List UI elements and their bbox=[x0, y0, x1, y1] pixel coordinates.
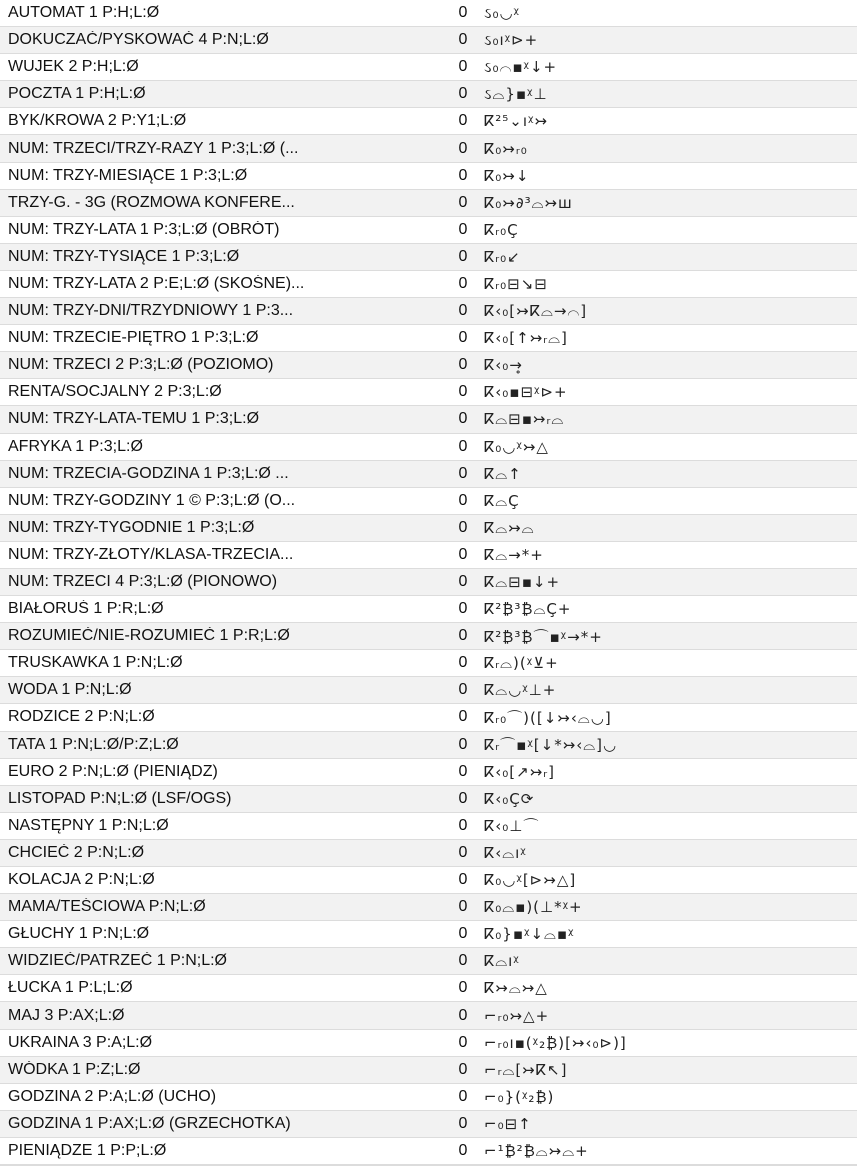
list-item[interactable] bbox=[0, 190, 857, 217]
sign-name: PIENIĄDZE 1 P:P;L:Ø bbox=[8, 1141, 167, 1159]
sign-count: 0 bbox=[458, 1033, 468, 1051]
list-item[interactable] bbox=[0, 813, 857, 840]
sign-name: WIDZIEĆ/PATRZEĆ 1 P:N;L:Ø bbox=[8, 952, 227, 970]
sign-count: 0 bbox=[458, 139, 468, 157]
sign-name: WODA 1 P:N;L:Ø bbox=[8, 681, 132, 699]
sign-name: GODZINA 1 P:AX;L:Ø (GRZECHOTKA) bbox=[8, 1114, 291, 1132]
list-item[interactable] bbox=[0, 921, 857, 948]
list-item[interactable] bbox=[0, 244, 857, 271]
hamnosys-notation: ⴽ‹₀→̥ bbox=[484, 356, 523, 375]
hamnosys-notation: ⴽ⌓◡ᵡ⊥+ bbox=[484, 681, 557, 700]
list-item[interactable] bbox=[0, 379, 857, 406]
list-bottom-edge bbox=[0, 1165, 857, 1170]
hamnosys-notation: ⴽ‹₀▪⊟ᵡ⊳+ bbox=[484, 383, 568, 402]
hamnosys-notation: ⴽ‹⌓ıᵡ bbox=[484, 843, 527, 862]
sign-count: 0 bbox=[458, 383, 468, 401]
sign-count: 0 bbox=[458, 166, 468, 184]
sign-count: 0 bbox=[458, 274, 468, 292]
sign-name: RENTA/SOCJALNY 2 P:3;L:Ø bbox=[8, 383, 222, 401]
sign-count: 0 bbox=[458, 491, 468, 509]
sign-name: NUM: TRZECI 2 P:3;L:Ø (POZIOMO) bbox=[8, 356, 274, 374]
sign-name: AFRYKA 1 P:3;L:Ø bbox=[8, 437, 143, 455]
sign-name: LISTOPAD P:N;L:Ø (LSF/OGS) bbox=[8, 789, 232, 807]
sign-count: 0 bbox=[458, 410, 468, 428]
sign-name: NUM: TRZECI 4 P:3;L:Ø (PIONOWO) bbox=[8, 573, 278, 591]
sign-name: NUM: TRZECIE-PIĘTRO 1 P:3;L:Ø bbox=[8, 329, 259, 347]
sign-count: 0 bbox=[458, 4, 468, 22]
list-item[interactable] bbox=[0, 867, 857, 894]
sign-count: 0 bbox=[458, 843, 468, 861]
hamnosys-notation: ⴽ₀↣ᵣ₀ bbox=[484, 139, 528, 158]
list-item[interactable] bbox=[0, 461, 857, 488]
sign-name: NASTĘPNY 1 P:N;L:Ø bbox=[8, 816, 169, 834]
hamnosys-notation: ⌐₀⊟↑ bbox=[484, 1114, 532, 1133]
sign-count: 0 bbox=[458, 464, 468, 482]
list-item[interactable] bbox=[0, 623, 857, 650]
list-item[interactable] bbox=[0, 27, 857, 54]
sign-name: TRZY-G. - 3G (ROZMOWA KONFERE... bbox=[8, 193, 295, 211]
list-item[interactable] bbox=[0, 325, 857, 352]
list-item[interactable] bbox=[0, 650, 857, 677]
list-item[interactable] bbox=[0, 515, 857, 542]
sign-count: 0 bbox=[458, 193, 468, 211]
list-item[interactable] bbox=[0, 677, 857, 704]
list-item[interactable] bbox=[0, 135, 857, 162]
sign-name: UKRAINA 3 P:A;L:Ø bbox=[8, 1033, 153, 1051]
hamnosys-notation: ⴽ‹₀[↣ⴽ⌓→⌒] bbox=[484, 302, 588, 321]
list-item[interactable] bbox=[0, 840, 857, 867]
sign-count: 0 bbox=[458, 627, 468, 645]
sign-name: GODZINA 2 P:A;L:Ø (UCHO) bbox=[8, 1087, 217, 1105]
sign-name: NUM: TRZECI/TRZY-RAZY 1 P:3;L:Ø (... bbox=[8, 139, 299, 157]
sign-count: 0 bbox=[458, 573, 468, 591]
sign-name: WUJEK 2 P:H;L:Ø bbox=[8, 58, 139, 76]
sign-count: 0 bbox=[458, 85, 468, 103]
hamnosys-notation: ⴽᵣ₀↙ bbox=[484, 247, 521, 266]
hamnosys-notation: ⴽ↣⌓↣△ bbox=[484, 979, 548, 998]
sign-name: ŁUCKA 1 P:L;L:Ø bbox=[8, 979, 133, 997]
hamnosys-notation: ⴽ₀↣↓ bbox=[484, 166, 530, 185]
list-item[interactable] bbox=[0, 488, 857, 515]
list-item[interactable] bbox=[0, 54, 857, 81]
sign-count: 0 bbox=[458, 925, 468, 943]
list-item[interactable] bbox=[0, 975, 857, 1002]
sign-count: 0 bbox=[458, 600, 468, 618]
sign-count: 0 bbox=[458, 437, 468, 455]
sign-count: 0 bbox=[458, 735, 468, 753]
list-item[interactable] bbox=[0, 786, 857, 813]
sign-name: BYK/KROWA 2 P:Y1;L:Ø bbox=[8, 112, 187, 130]
list-item[interactable] bbox=[0, 434, 857, 461]
hamnosys-notation: ⴽ‹₀Ç⟳ bbox=[484, 789, 535, 808]
sign-name: CHCIEĆ 2 P:N;L:Ø bbox=[8, 843, 145, 861]
list-item[interactable] bbox=[0, 217, 857, 244]
sign-name: EURO 2 P:N;L:Ø (PIENIĄDZ) bbox=[8, 762, 218, 780]
list-item[interactable] bbox=[0, 1084, 857, 1111]
sign-count: 0 bbox=[458, 816, 468, 834]
sign-name: NUM: TRZY-TYSIĄCE 1 P:3;L:Ø bbox=[8, 247, 240, 265]
sign-count: 0 bbox=[458, 681, 468, 699]
list-item[interactable] bbox=[0, 271, 857, 298]
sign-count: 0 bbox=[458, 1114, 468, 1132]
list-item[interactable] bbox=[0, 596, 857, 623]
hamnosys-notation: ⌐ᵣ₀ı▪(ᵡ₂₿)[↣‹₀⊳)] bbox=[484, 1033, 627, 1052]
hamnosys-notation: ⴽ⌓⊟▪↓+ bbox=[484, 573, 561, 592]
sign-name: TRUSKAWKA 1 P:N;L:Ø bbox=[8, 654, 183, 672]
hamnosys-notation: ⴽᵣ₀Ç bbox=[484, 220, 519, 239]
sign-count: 0 bbox=[458, 220, 468, 238]
sign-name: NUM: TRZECIA-GODZINA 1 P:3;L:Ø ... bbox=[8, 464, 289, 482]
sign-name: MAMA/TEŚCIOWA P:N;L:Ø bbox=[8, 898, 206, 916]
hamnosys-notation: ⴽ²₿³₿⌓Ç+ bbox=[484, 600, 572, 619]
sign-name: NUM: TRZY-LATA 2 P:E;L:Ø (SKOŚNE)... bbox=[8, 274, 305, 292]
sign-name: NUM: TRZY-DNI/TRZYDNIOWY 1 P:3... bbox=[8, 302, 294, 320]
sign-name: NUM: TRZY-ZŁOTY/KLASA-TRZECIA... bbox=[8, 545, 294, 563]
list-item[interactable] bbox=[0, 1111, 857, 1138]
sign-name: TATA 1 P:N;L:Ø/P:Z;L:Ø bbox=[8, 735, 179, 753]
list-item[interactable] bbox=[0, 759, 857, 786]
hamnosys-notation: ⴽ₀}▪ᵡ↓⌓▪ᵡ bbox=[484, 925, 575, 944]
sign-name: KOLACJA 2 P:N;L:Ø bbox=[8, 871, 155, 889]
sign-count: 0 bbox=[458, 762, 468, 780]
hamnosys-notation: ઽ₀◡ᵡ bbox=[484, 4, 521, 23]
sign-count: 0 bbox=[458, 356, 468, 374]
hamnosys-notation: ⌐ᵣ⌓[↣ⴽ↖] bbox=[484, 1060, 568, 1079]
hamnosys-notation: ⴽ⌓↑ bbox=[484, 464, 522, 483]
sign-count: 0 bbox=[458, 545, 468, 563]
sign-name: AUTOMAT 1 P:H;L:Ø bbox=[8, 4, 160, 22]
sign-count: 0 bbox=[458, 329, 468, 347]
list-item[interactable] bbox=[0, 81, 857, 108]
sign-count: 0 bbox=[458, 979, 468, 997]
sign-count: 0 bbox=[458, 871, 468, 889]
sign-count: 0 bbox=[458, 247, 468, 265]
list-item[interactable] bbox=[0, 569, 857, 596]
sign-name: NUM: TRZY-GODZINY 1 © P:3;L:Ø (O... bbox=[8, 491, 296, 509]
list-item[interactable] bbox=[0, 1002, 857, 1029]
sign-count: 0 bbox=[458, 31, 468, 49]
hamnosys-notation: ⴽ₀◡ᵡ[⊳↣△] bbox=[484, 871, 577, 890]
hamnosys-notation: ⴽᵣ⌓)(ᵡ⊻+ bbox=[484, 654, 559, 673]
list-item[interactable] bbox=[0, 108, 857, 135]
hamnosys-notation: ⴽ⌓ıᵡ bbox=[484, 952, 520, 971]
hamnosys-notation: ⴽ²₿³₿⌒▪ᵡ→*+ bbox=[484, 627, 603, 646]
hamnosys-notation: ⴽᵣ₀⌒)([↓↣‹⌓◡] bbox=[484, 708, 612, 727]
sign-name: NUM: TRZY-MIESIĄCE 1 P:3;L:Ø bbox=[8, 166, 248, 184]
sign-name: NUM: TRZY-LATA 1 P:3;L:Ø (OBRÓT) bbox=[8, 220, 280, 238]
sign-name: BIAŁORUŚ 1 P:R;L:Ø bbox=[8, 600, 164, 618]
hamnosys-notation: ⌐¹₿²₿⌓↣⌓+ bbox=[484, 1141, 589, 1160]
sign-count: 0 bbox=[458, 112, 468, 130]
hamnosys-notation: ઽ⌓}▪ᵡ⊥ bbox=[484, 85, 548, 104]
sign-count: 0 bbox=[458, 898, 468, 916]
list-item[interactable] bbox=[0, 894, 857, 921]
sign-count: 0 bbox=[458, 789, 468, 807]
hamnosys-notation: ⴽ²⁵⌄ıᵡ↣ bbox=[484, 112, 549, 131]
hamnosys-notation: ⴽ⌓⊟▪↣ᵣ⌓ bbox=[484, 410, 565, 429]
sign-name: DOKUCZAĆ/PYSKOWAĆ 4 P:N;L:Ø bbox=[8, 31, 269, 49]
list-item[interactable] bbox=[0, 948, 857, 975]
sign-count: 0 bbox=[458, 518, 468, 536]
sign-count: 0 bbox=[458, 654, 468, 672]
hamnosys-notation: ⴽ‹₀[↑↣ᵣ⌓] bbox=[484, 329, 568, 348]
sign-name: NUM: TRZY-LATA-TEMU 1 P:3;L:Ø bbox=[8, 410, 260, 428]
sign-name: NUM: TRZY-TYGODNIE 1 P:3;L:Ø bbox=[8, 518, 255, 536]
sign-count: 0 bbox=[458, 952, 468, 970]
hamnosys-notation: ⴽᵣ⌒▪ᵡ[↓*↣‹⌓]◡ bbox=[484, 736, 618, 755]
sign-count: 0 bbox=[458, 1006, 468, 1024]
hamnosys-notation: ઽ₀ıᵡ⊳+ bbox=[484, 31, 539, 50]
list-item[interactable] bbox=[0, 406, 857, 433]
hamnosys-notation: ⴽ₀↣∂³⌓↣ш bbox=[484, 193, 573, 212]
hamnosys-notation: ⴽ₀⌓▪)(⊥*ᵡ+ bbox=[484, 898, 583, 917]
sign-name: GŁUCHY 1 P:N;L:Ø bbox=[8, 925, 150, 943]
hamnosys-notation: ⴽ₀◡ᵡ↣△ bbox=[484, 437, 549, 456]
sign-count: 0 bbox=[458, 58, 468, 76]
list-item[interactable] bbox=[0, 1030, 857, 1057]
sign-name: POCZTA 1 P:H;L:Ø bbox=[8, 85, 146, 103]
list-item[interactable] bbox=[0, 0, 857, 27]
list-item[interactable] bbox=[0, 1138, 857, 1165]
sign-count: 0 bbox=[458, 1060, 468, 1078]
list-item[interactable] bbox=[0, 704, 857, 731]
list-item[interactable] bbox=[0, 298, 857, 325]
hamnosys-notation: ⴽ⌓Ç bbox=[484, 491, 520, 510]
hamnosys-notation: ⴽ⌓→*+ bbox=[484, 545, 544, 564]
sign-count: 0 bbox=[458, 302, 468, 320]
hamnosys-notation: ⌐ᵣ₀↣△+ bbox=[484, 1006, 550, 1025]
list-item[interactable] bbox=[0, 352, 857, 379]
list-item[interactable] bbox=[0, 163, 857, 190]
list-item[interactable] bbox=[0, 1057, 857, 1084]
list-item[interactable] bbox=[0, 542, 857, 569]
hamnosys-notation: ઽ₀⌒▪ᵡ↓+ bbox=[484, 58, 558, 77]
sign-name: RODZICE 2 P:N;L:Ø bbox=[8, 708, 155, 726]
sign-name: MAJ 3 P:AX;L:Ø bbox=[8, 1006, 125, 1024]
hamnosys-notation: ⴽ⌓↣⌓ bbox=[484, 518, 535, 537]
sign-name: ROZUMIEĆ/NIE-ROZUMIEĆ 1 P:R;L:Ø bbox=[8, 627, 290, 645]
hamnosys-notation: ⴽ‹₀[↗↣ᵣ] bbox=[484, 762, 556, 781]
hamnosys-notation: ⌐₀}(ᵡ₂₿) bbox=[484, 1087, 555, 1106]
sign-name: WÓDKA 1 P:Z;L:Ø bbox=[8, 1060, 141, 1078]
hamnosys-notation: ⴽ‹₀⊥⌒ bbox=[484, 817, 540, 836]
hamnosys-notation: ⴽᵣ₀⊟↘⊟ bbox=[484, 274, 548, 293]
list-item[interactable] bbox=[0, 732, 857, 759]
sign-count: 0 bbox=[458, 708, 468, 726]
sign-count: 0 bbox=[458, 1141, 468, 1159]
sign-count: 0 bbox=[458, 1087, 468, 1105]
